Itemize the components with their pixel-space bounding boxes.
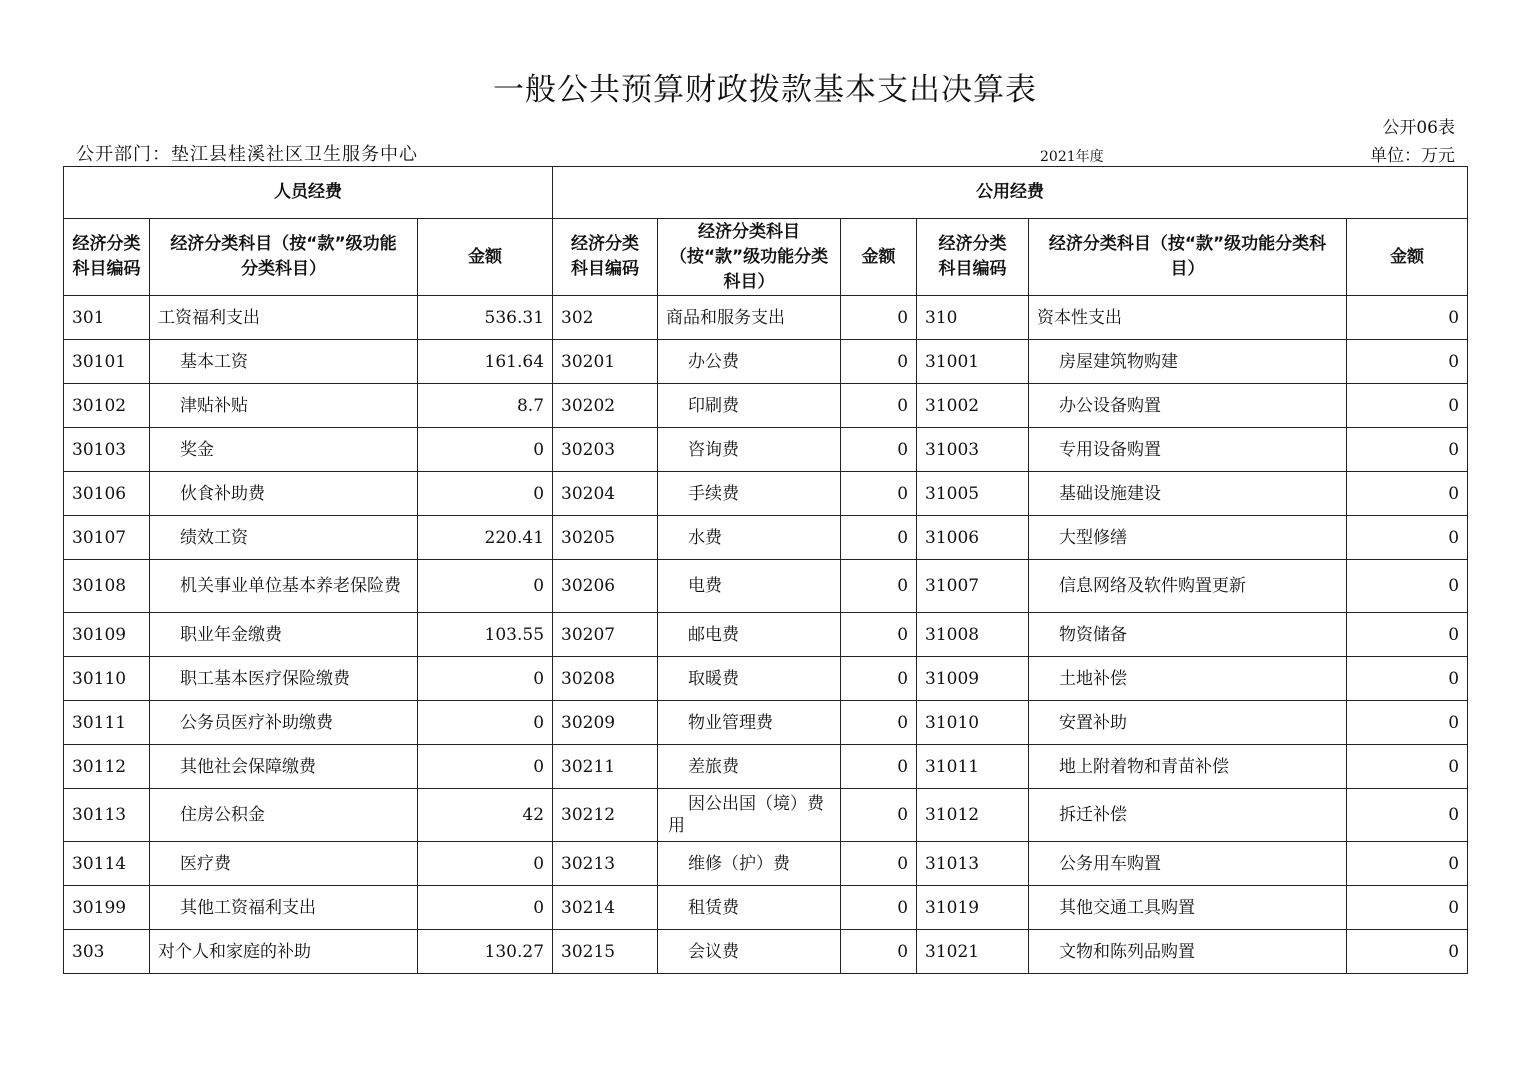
department-label: 公开部门：垫江县桂溪社区卫生服务中心 <box>76 144 418 165</box>
col-amount-personnel: 金额 <box>418 219 553 296</box>
cell-code: 31010 <box>917 701 1029 745</box>
table-row <box>64 472 1468 516</box>
cell-name: 机关事业单位基本养老保险费 <box>150 560 418 613</box>
cell-name: 商品和服务支出 <box>658 296 841 340</box>
cell-name: 维修（护）费 <box>658 842 841 886</box>
cell-code: 30114 <box>64 842 150 886</box>
cell-amount: 130.27 <box>418 930 553 974</box>
cell-code: 30108 <box>64 560 150 613</box>
cell-code: 31008 <box>917 613 1029 657</box>
cell-code: 30103 <box>64 428 150 472</box>
cell-name: 绩效工资 <box>150 516 418 560</box>
cell-amount: 0 <box>1347 613 1468 657</box>
cell-code: 31021 <box>917 930 1029 974</box>
table-row <box>64 560 1468 613</box>
cell-name: 租赁费 <box>658 886 841 930</box>
cell-code: 30111 <box>64 701 150 745</box>
cell-amount: 0 <box>1347 340 1468 384</box>
cell-name: 津贴补贴 <box>150 384 418 428</box>
cell-name: 专用设备购置 <box>1029 428 1347 472</box>
cell-code: 31007 <box>917 560 1029 613</box>
cell-code: 31011 <box>917 745 1029 789</box>
cell-amount: 0 <box>418 701 553 745</box>
cell-code: 30101 <box>64 340 150 384</box>
cell-name: 物业管理费 <box>658 701 841 745</box>
col-name-public-mid: 经济分类科目（按“款”级功能分类科目） <box>658 219 841 296</box>
cell-amount: 0 <box>841 842 917 886</box>
cell-amount: 0 <box>1347 428 1468 472</box>
cell-code: 30207 <box>553 613 658 657</box>
cell-name: 其他工资福利支出 <box>150 886 418 930</box>
cell-code: 30211 <box>553 745 658 789</box>
fiscal-year: 2021年度 <box>1040 149 1104 165</box>
cell-code: 30212 <box>553 789 658 842</box>
cell-code: 31005 <box>917 472 1029 516</box>
cell-amount: 0 <box>1347 384 1468 428</box>
group-public: 公用经费 <box>553 167 1468 219</box>
cell-code: 30109 <box>64 613 150 657</box>
cell-amount: 0 <box>1347 701 1468 745</box>
cell-code: 30199 <box>64 886 150 930</box>
cell-code: 30202 <box>553 384 658 428</box>
cell-amount: 103.55 <box>418 613 553 657</box>
cell-code: 30106 <box>64 472 150 516</box>
cell-name: 拆迁补偿 <box>1029 789 1347 842</box>
cell-name: 地上附着物和青苗补偿 <box>1029 745 1347 789</box>
table-row <box>64 657 1468 701</box>
cell-code: 301 <box>64 296 150 340</box>
cell-name: 基础设施建设 <box>1029 472 1347 516</box>
cell-amount: 0 <box>1347 842 1468 886</box>
cell-code: 30113 <box>64 789 150 842</box>
cell-amount: 0 <box>1347 657 1468 701</box>
cell-code: 30205 <box>553 516 658 560</box>
cell-name: 文物和陈列品购置 <box>1029 930 1347 974</box>
table-row <box>64 701 1468 745</box>
table-row <box>64 428 1468 472</box>
col-name-personnel: 经济分类科目（按“款”级功能分类科目） <box>150 219 418 296</box>
cell-name: 手续费 <box>658 472 841 516</box>
cell-amount: 0 <box>841 886 917 930</box>
cell-name: 基本工资 <box>150 340 418 384</box>
cell-amount: 0 <box>1347 789 1468 842</box>
cell-name: 大型修缮 <box>1029 516 1347 560</box>
cell-code: 30204 <box>553 472 658 516</box>
cell-name: 因公出国（境）费用 <box>658 789 841 842</box>
page-title: 一般公共预算财政拨款基本支出决算表 <box>493 72 1037 108</box>
cell-amount: 0 <box>841 701 917 745</box>
table-row <box>64 613 1468 657</box>
cell-code: 31012 <box>917 789 1029 842</box>
cell-amount: 8.7 <box>418 384 553 428</box>
cell-name: 邮电费 <box>658 613 841 657</box>
cell-amount: 0 <box>418 842 553 886</box>
cell-code: 31001 <box>917 340 1029 384</box>
cell-amount: 0 <box>841 745 917 789</box>
cell-name: 伙食补助费 <box>150 472 418 516</box>
cell-amount: 0 <box>841 657 917 701</box>
cell-amount: 0 <box>841 516 917 560</box>
cell-name: 会议费 <box>658 930 841 974</box>
col-name-public-right: 经济分类科目（按“款”级功能分类科目） <box>1029 219 1347 296</box>
cell-code: 30209 <box>553 701 658 745</box>
cell-name: 安置补助 <box>1029 701 1347 745</box>
cell-amount: 0 <box>1347 886 1468 930</box>
cell-amount: 0 <box>841 296 917 340</box>
cell-name: 医疗费 <box>150 842 418 886</box>
cell-code: 30201 <box>553 340 658 384</box>
unit-label: 单位：万元 <box>1370 146 1455 166</box>
cell-name: 物资储备 <box>1029 613 1347 657</box>
cell-name: 对个人和家庭的补助 <box>150 930 418 974</box>
cell-amount: 0 <box>1347 930 1468 974</box>
cell-code: 30208 <box>553 657 658 701</box>
cell-code: 310 <box>917 296 1029 340</box>
cell-amount: 0 <box>841 789 917 842</box>
column-header-row <box>64 219 1468 296</box>
cell-name: 住房公积金 <box>150 789 418 842</box>
col-amount-public-right: 金额 <box>1347 219 1468 296</box>
cell-name: 印刷费 <box>658 384 841 428</box>
cell-amount: 0 <box>418 560 553 613</box>
table-row <box>64 340 1468 384</box>
cell-amount: 0 <box>1347 296 1468 340</box>
cell-code: 30215 <box>553 930 658 974</box>
table-row <box>64 789 1468 842</box>
col-code-public-right: 经济分类科目编码 <box>917 219 1029 296</box>
cell-name: 职工基本医疗保险缴费 <box>150 657 418 701</box>
cell-code: 30107 <box>64 516 150 560</box>
cell-name: 工资福利支出 <box>150 296 418 340</box>
cell-name: 土地补偿 <box>1029 657 1347 701</box>
cell-amount: 0 <box>418 472 553 516</box>
cell-name: 其他社会保障缴费 <box>150 745 418 789</box>
cell-amount: 0 <box>418 657 553 701</box>
col-amount-public-mid: 金额 <box>841 219 917 296</box>
table-body <box>64 296 1468 974</box>
cell-amount: 0 <box>1347 745 1468 789</box>
group-header-row <box>64 167 1468 219</box>
table-row <box>64 516 1468 560</box>
cell-name: 职业年金缴费 <box>150 613 418 657</box>
cell-code: 31002 <box>917 384 1029 428</box>
cell-amount: 0 <box>841 340 917 384</box>
cell-code: 30214 <box>553 886 658 930</box>
cell-amount: 0 <box>418 886 553 930</box>
cell-amount: 0 <box>841 472 917 516</box>
cell-amount: 0 <box>418 745 553 789</box>
cell-name: 电费 <box>658 560 841 613</box>
cell-name: 奖金 <box>150 428 418 472</box>
cell-code: 31019 <box>917 886 1029 930</box>
cell-code: 31013 <box>917 842 1029 886</box>
cell-name: 房屋建筑物购建 <box>1029 340 1347 384</box>
cell-code: 30206 <box>553 560 658 613</box>
cell-amount: 0 <box>841 560 917 613</box>
table-number: 公开06表 <box>1382 118 1455 138</box>
cell-amount: 161.64 <box>418 340 553 384</box>
table-row <box>64 842 1468 886</box>
cell-amount: 0 <box>841 930 917 974</box>
cell-code: 30102 <box>64 384 150 428</box>
cell-name: 信息网络及软件购置更新 <box>1029 560 1347 613</box>
cell-name: 办公设备购置 <box>1029 384 1347 428</box>
cell-amount: 0 <box>1347 516 1468 560</box>
cell-code: 31009 <box>917 657 1029 701</box>
cell-code: 303 <box>64 930 150 974</box>
table-row <box>64 930 1468 974</box>
cell-name: 其他交通工具购置 <box>1029 886 1347 930</box>
cell-name: 水费 <box>658 516 841 560</box>
cell-amount: 220.41 <box>418 516 553 560</box>
table-row <box>64 384 1468 428</box>
group-personnel: 人员经费 <box>64 167 553 219</box>
cell-amount: 536.31 <box>418 296 553 340</box>
table-row <box>64 745 1468 789</box>
cell-amount: 0 <box>1347 472 1468 516</box>
cell-name: 咨询费 <box>658 428 841 472</box>
cell-amount: 0 <box>1347 560 1468 613</box>
cell-amount: 0 <box>841 428 917 472</box>
col-code-public-mid: 经济分类科目编码 <box>553 219 658 296</box>
cell-name: 公务用车购置 <box>1029 842 1347 886</box>
cell-amount: 0 <box>841 384 917 428</box>
cell-code: 30110 <box>64 657 150 701</box>
table-row <box>64 886 1468 930</box>
cell-name: 公务员医疗补助缴费 <box>150 701 418 745</box>
cell-name: 办公费 <box>658 340 841 384</box>
cell-name: 资本性支出 <box>1029 296 1347 340</box>
table-row <box>64 296 1468 340</box>
cell-name: 差旅费 <box>658 745 841 789</box>
cell-code: 302 <box>553 296 658 340</box>
cell-code: 30203 <box>553 428 658 472</box>
cell-code: 30213 <box>553 842 658 886</box>
cell-code: 31003 <box>917 428 1029 472</box>
cell-code: 31006 <box>917 516 1029 560</box>
cell-amount: 42 <box>418 789 553 842</box>
cell-name: 取暖费 <box>658 657 841 701</box>
col-code-personnel: 经济分类科目编码 <box>64 219 150 296</box>
cell-amount: 0 <box>418 428 553 472</box>
expenditure-table <box>63 166 1468 974</box>
cell-code: 30112 <box>64 745 150 789</box>
cell-amount: 0 <box>841 613 917 657</box>
